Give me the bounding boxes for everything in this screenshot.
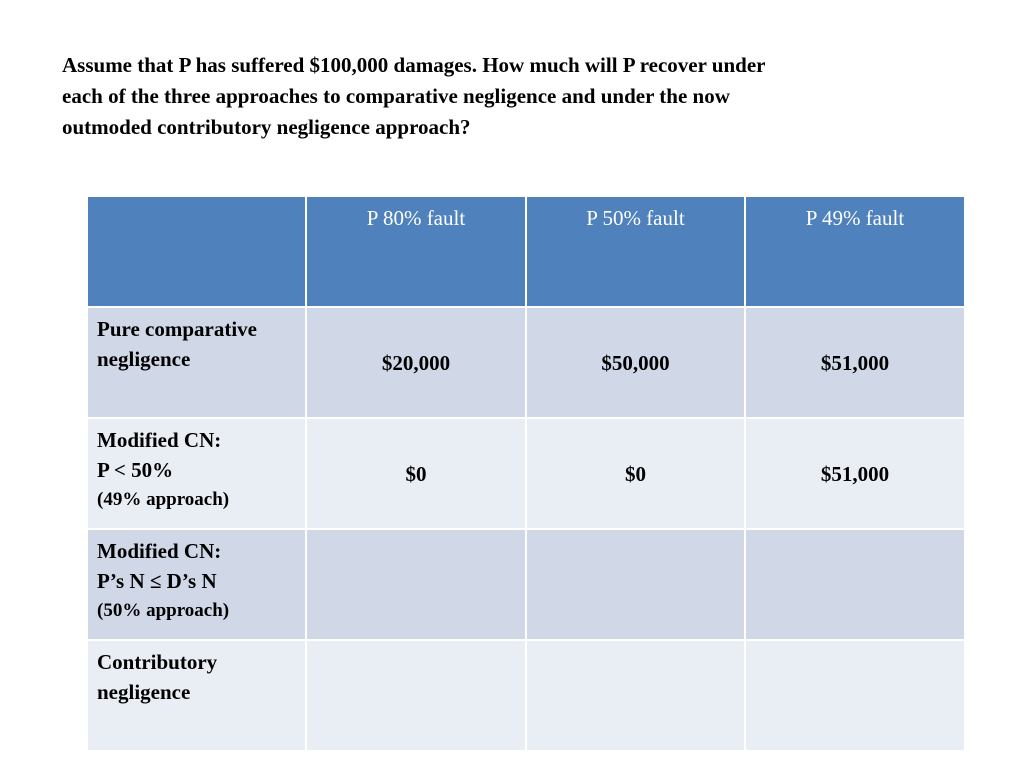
table-cell: $50,000: [526, 307, 745, 418]
table-cell: [526, 640, 745, 751]
table-cell: [306, 529, 526, 640]
row-modified-50: [87, 529, 965, 640]
row-label-line: Pure comparative: [97, 317, 257, 341]
recovery-table: [86, 195, 966, 752]
row-label-line: P’s N ≤ D’s N: [97, 569, 217, 593]
row-label: [87, 418, 306, 529]
table-cell: $51,000: [745, 418, 965, 529]
row-pure-comparative: [87, 307, 965, 418]
table-cell: [526, 529, 745, 640]
header-p80-fault: P 80% fault: [306, 196, 526, 307]
header-p50-fault: P 50% fault: [526, 196, 745, 307]
row-label: [87, 640, 306, 751]
header-corner-cell: [87, 196, 306, 307]
row-label-line: Contributory: [97, 650, 218, 674]
row-label-line: P < 50%: [97, 458, 174, 482]
table-cell: $0: [526, 418, 745, 529]
row-label-line: negligence: [97, 347, 191, 371]
row-label-line: Modified CN:: [97, 539, 222, 563]
row-label-line: (50% approach): [97, 600, 230, 621]
table-cell: [745, 529, 965, 640]
table-cell: $20,000: [306, 307, 526, 418]
row-label-line: (49% approach): [97, 489, 230, 510]
row-modified-49: [87, 418, 965, 529]
row-label: [87, 529, 306, 640]
row-label-line: negligence: [97, 680, 191, 704]
table-cell: $0: [306, 418, 526, 529]
table-cell: $51,000: [745, 307, 965, 418]
table-cell: [745, 640, 965, 751]
row-label-line: Modified CN:: [97, 428, 222, 452]
table-cell: [306, 640, 526, 751]
header-p49-fault: P 49% fault: [745, 196, 965, 307]
row-contributory: [87, 640, 965, 751]
question-text: Assume that P has suffered $100,000 damages. How much will P recover under each of the three approaches to comparative negligence and under the now outmoded contributory negligence approach?: [62, 53, 766, 139]
row-label: [87, 307, 306, 418]
header-row: [87, 196, 965, 307]
